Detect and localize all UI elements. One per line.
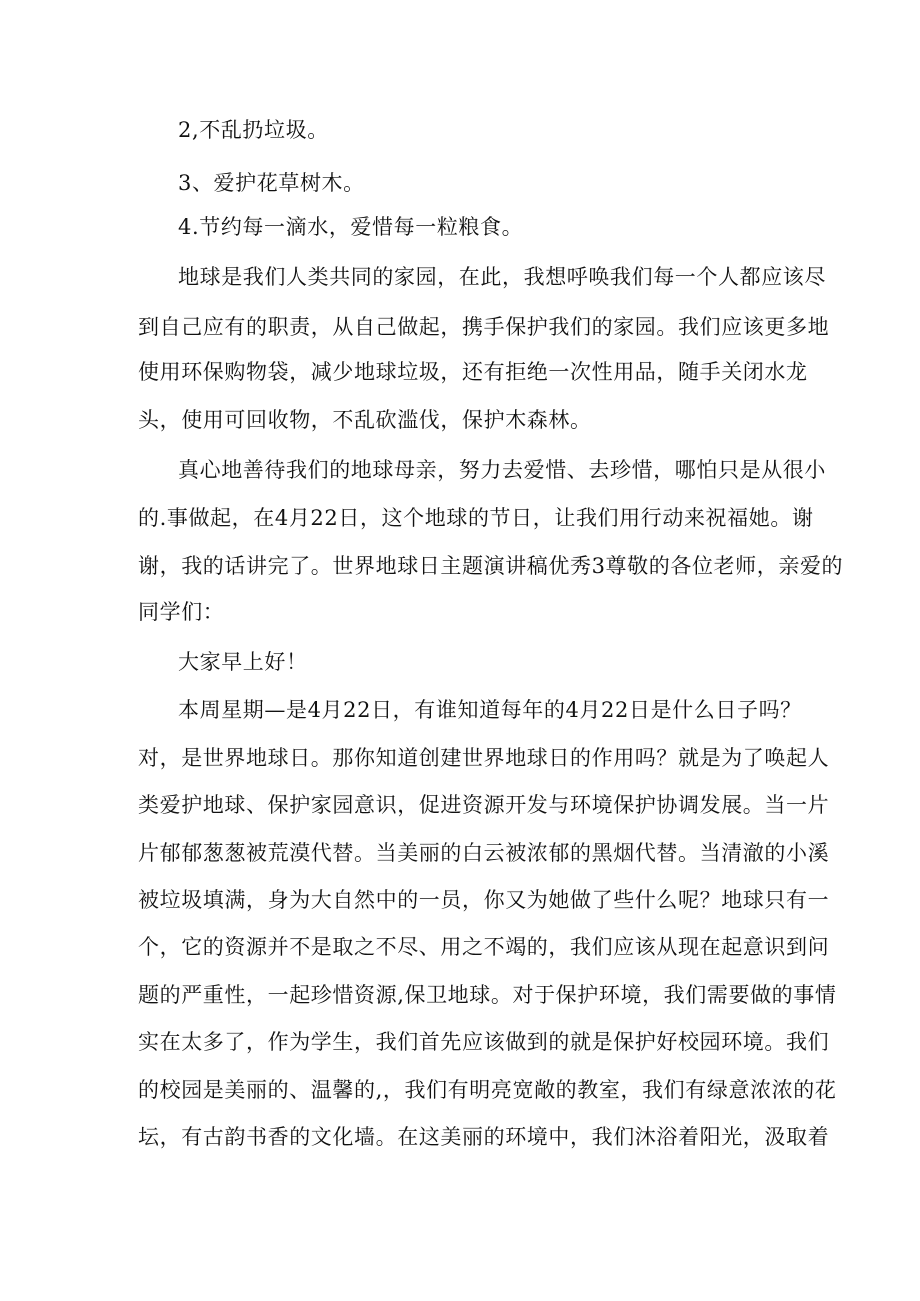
paragraph-line: 使用环保购物袋，减少地球垃圾，还有拒绝一次性用品，随手关闭水龙 [138,360,808,384]
paragraph-line: 本周星期—是4月22日，有谁知道每年的4月22日是什么日子吗？ [178,698,802,722]
list-item-4: 4.节约每一滴水，爱惜每一粒粮食。 [178,215,524,239]
paragraph-line: 类爱护地球、保护家园意识，促进资源开发与环境保护协调发展。当一片 [138,793,830,817]
list-item-2: 2,不乱扔垃圾。 [178,118,329,142]
paragraph-line: 坛，有古韵书香的文化墙。在这美丽的环境中，我们沐浴着阳光，汲取着 [138,1125,830,1149]
paragraph-line: 谢，我的话讲完了。世界地球日主题演讲稿优秀3尊敬的各位老师，亲爱的 [138,554,844,578]
paragraph-line: 同学们： [138,600,225,624]
paragraph-line: 到自己应有的职责，从自己做起，携手保护我们的家园。我们应该更多地 [138,315,830,339]
list-item-3: 3、爱护花草树木。 [178,171,365,195]
paragraph-line: 个，它的资源并不是取之不尽、用之不竭的，我们应该从现在起意识到问 [138,935,830,959]
greeting-line: 大家早上好！ [178,650,308,674]
paragraph-line: 的校园是美丽的、温馨的,，我们有明亮宽敞的教室，我们有绿意浓浓的花 [138,1078,837,1102]
paragraph-line: 地球是我们人类共同的家园，在此，我想呼唤我们每一个人都应该尽 [178,265,826,289]
paragraph-line: 真心地善待我们的地球母亲，努力去爱惜、去珍惜，哪怕只是从很小 [178,458,826,482]
paragraph-line: 的.事做起，在4月22日，这个地球的节日，让我们用行动来祝福她。谢 [138,506,814,530]
paragraph-line: 头，使用可回收物，不乱砍滥伐，保护木森林。 [138,408,592,432]
paragraph-line: 题的严重性，一起珍惜资源,保卫地球。对于保护环境，我们需要做的事情 [138,983,837,1007]
paragraph-line: 被垃圾填满，身为大自然中的一员，你又为她做了些什么呢？地球只有一 [138,888,830,912]
paragraph-line: 片郁郁葱葱被荒漠代替。当美丽的白云被浓郁的黑烟代替。当清澈的小溪 [138,841,830,865]
paragraph-line: 实在太多了，作为学生，我们首先应该做到的就是保护好校园环境。我们 [138,1030,830,1054]
paragraph-line: 对，是世界地球日。那你知道创建世界地球日的作用吗？就是为了唤起人 [138,746,830,770]
